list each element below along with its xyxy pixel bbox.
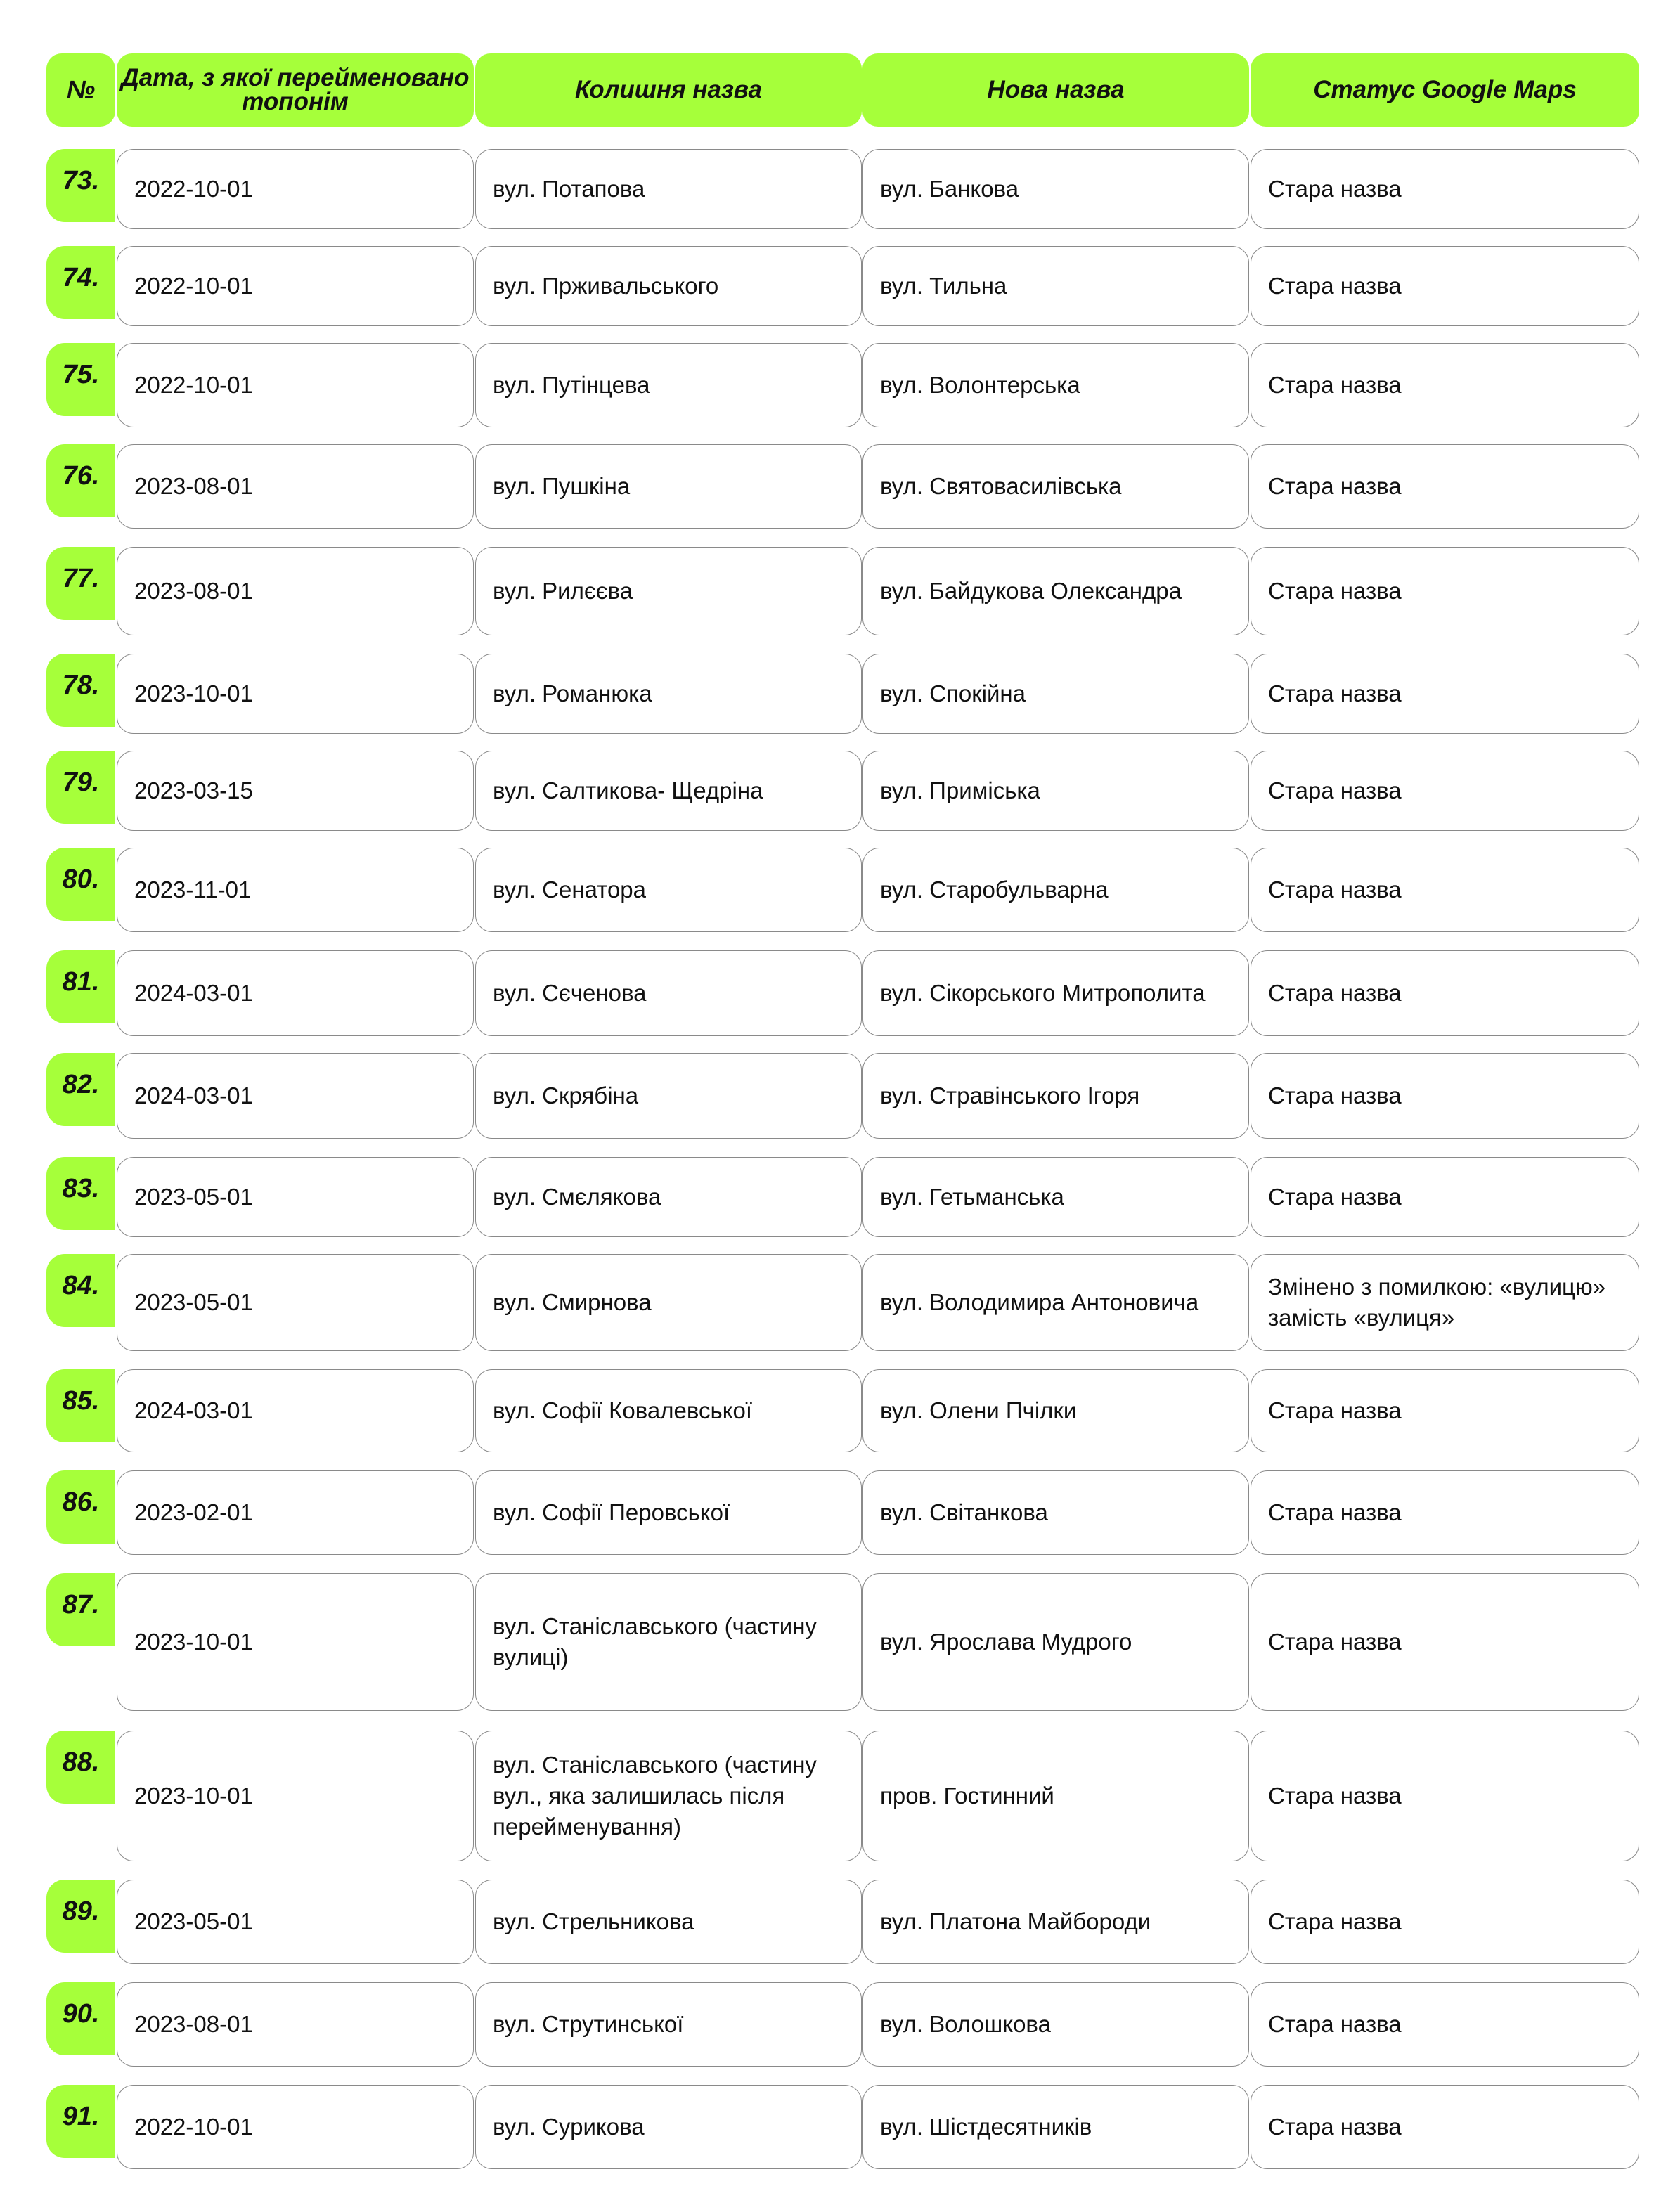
- row-old-name: вул. Станіславського (частину вул., яка залишилась після перейменування): [475, 1731, 862, 1861]
- row-new-name: вул. Ярослава Мудрого: [862, 1573, 1249, 1711]
- table-row: [46, 848, 1639, 932]
- row-old-name: вул. Сєченова: [475, 950, 862, 1036]
- row-new-name: вул. Святовасилівська: [862, 444, 1249, 529]
- row-new-name: вул. Платона Майбороди: [862, 1880, 1249, 1964]
- row-status: Стара назва: [1251, 1369, 1639, 1452]
- row-number: 89.: [46, 1880, 115, 1953]
- row-number: 90.: [46, 1982, 115, 2055]
- row-new-name: вул. Світанкова: [862, 1470, 1249, 1555]
- row-old-name: вул. Станіславського (частину вулиці): [475, 1573, 862, 1711]
- table-row: [46, 343, 1639, 427]
- row-status: Стара назва: [1251, 848, 1639, 932]
- row-old-name: вул. Софії Перовської: [475, 1470, 862, 1555]
- row-old-name: вул. Сенатора: [475, 848, 862, 932]
- row-new-name: вул. Шістдесятників: [862, 2085, 1249, 2169]
- table-row: [46, 1157, 1639, 1237]
- renamed-streets-table: [46, 53, 1639, 2140]
- row-old-name: вул. Путінцева: [475, 343, 862, 427]
- header-old-name: Колишня назва: [475, 53, 862, 127]
- table-row: [46, 1573, 1639, 1711]
- table-row: [46, 1731, 1639, 1861]
- table-row: [46, 246, 1639, 326]
- row-new-name: вул. Сікорського Митрополита: [862, 950, 1249, 1036]
- row-date: 2023-08-01: [117, 1982, 474, 2067]
- row-old-name: вул. Стрельникова: [475, 1880, 862, 1964]
- row-date: 2022-10-01: [117, 2085, 474, 2169]
- row-new-name: вул. Володимира Антоновича: [862, 1254, 1249, 1351]
- row-status: Стара назва: [1251, 547, 1639, 635]
- row-number: 88.: [46, 1731, 115, 1804]
- row-date: 2023-05-01: [117, 1880, 474, 1964]
- row-status: Стара назва: [1251, 1157, 1639, 1237]
- header-status: Статус Google Maps: [1251, 53, 1639, 127]
- table-row: [46, 1982, 1639, 2067]
- row-status: Стара назва: [1251, 1053, 1639, 1139]
- row-date: 2023-05-01: [117, 1157, 474, 1237]
- row-number: 91.: [46, 2085, 115, 2158]
- row-new-name: вул. Спокійна: [862, 654, 1249, 734]
- row-date: 2023-10-01: [117, 1573, 474, 1711]
- row-old-name: вул. Пушкіна: [475, 444, 862, 529]
- row-old-name: вул. Софії Ковалевської: [475, 1369, 862, 1452]
- row-old-name: вул. Сурикова: [475, 2085, 862, 2169]
- row-new-name: вул. Тильна: [862, 246, 1249, 326]
- row-new-name: вул. Байдукова Олександра: [862, 547, 1249, 635]
- row-date: 2022-10-01: [117, 149, 474, 229]
- table-row: [46, 1369, 1639, 1452]
- row-old-name: вул. Романюка: [475, 654, 862, 734]
- row-status: Стара назва: [1251, 246, 1639, 326]
- row-number: 75.: [46, 343, 115, 416]
- row-number: 77.: [46, 547, 115, 620]
- row-status: Стара назва: [1251, 1982, 1639, 2067]
- row-number: 80.: [46, 848, 115, 921]
- table-row: [46, 1470, 1639, 1555]
- row-new-name: вул. Старобульварна: [862, 848, 1249, 932]
- row-number: 81.: [46, 950, 115, 1023]
- table-row: [46, 1053, 1639, 1139]
- table-row: [46, 751, 1639, 831]
- row-status: Стара назва: [1251, 343, 1639, 427]
- row-number: 87.: [46, 1573, 115, 1646]
- row-number: 79.: [46, 751, 115, 824]
- header-date: Дата, з якої перейменовано топонім: [117, 53, 474, 127]
- table-row: [46, 1880, 1639, 1964]
- table-row: [46, 654, 1639, 734]
- row-status: Стара назва: [1251, 654, 1639, 734]
- table-row: [46, 2085, 1639, 2169]
- table-header: [46, 53, 1639, 127]
- row-status: Стара назва: [1251, 751, 1639, 831]
- row-old-name: вул. Струтинської: [475, 1982, 862, 2067]
- row-date: 2022-10-01: [117, 246, 474, 326]
- row-new-name: вул. Гетьманська: [862, 1157, 1249, 1237]
- row-status: Стара назва: [1251, 950, 1639, 1036]
- table-row: [46, 1254, 1639, 1351]
- row-status: Стара назва: [1251, 149, 1639, 229]
- row-date: 2023-08-01: [117, 444, 474, 529]
- table-row: [46, 547, 1639, 635]
- row-new-name: пров. Гостинний: [862, 1731, 1249, 1861]
- row-date: 2023-11-01: [117, 848, 474, 932]
- header-new-name: Нова назва: [862, 53, 1249, 127]
- table-row: [46, 950, 1639, 1036]
- row-number: 73.: [46, 149, 115, 222]
- row-new-name: вул. Волонтерська: [862, 343, 1249, 427]
- row-status: Стара назва: [1251, 444, 1639, 529]
- row-new-name: вул. Стравінського Ігоря: [862, 1053, 1249, 1139]
- row-old-name: вул. Прживальського: [475, 246, 862, 326]
- row-date: 2023-05-01: [117, 1254, 474, 1351]
- row-status: Стара назва: [1251, 1731, 1639, 1861]
- row-new-name: вул. Олени Пчілки: [862, 1369, 1249, 1452]
- header-num: №: [46, 53, 115, 127]
- row-date: 2024-03-01: [117, 1053, 474, 1139]
- row-date: 2023-08-01: [117, 547, 474, 635]
- row-old-name: вул. Рилєєва: [475, 547, 862, 635]
- row-date: 2023-10-01: [117, 654, 474, 734]
- row-new-name: вул. Банкова: [862, 149, 1249, 229]
- row-new-name: вул. Приміська: [862, 751, 1249, 831]
- row-status: Стара назва: [1251, 1573, 1639, 1711]
- row-status: Змінено з помилкою: «вулицю» замість «вулиця»: [1251, 1254, 1639, 1351]
- row-date: 2022-10-01: [117, 343, 474, 427]
- row-status: Стара назва: [1251, 1470, 1639, 1555]
- row-status: Стара назва: [1251, 2085, 1639, 2169]
- table-row: [46, 444, 1639, 529]
- row-old-name: вул. Потапова: [475, 149, 862, 229]
- row-number: 85.: [46, 1369, 115, 1442]
- row-old-name: вул. Смєлякова: [475, 1157, 862, 1237]
- row-date: 2024-03-01: [117, 1369, 474, 1452]
- row-old-name: вул. Салтикова- Щедріна: [475, 751, 862, 831]
- row-number: 74.: [46, 246, 115, 319]
- table-row: [46, 149, 1639, 229]
- row-date: 2023-10-01: [117, 1731, 474, 1861]
- row-number: 82.: [46, 1053, 115, 1126]
- row-new-name: вул. Волошкова: [862, 1982, 1249, 2067]
- row-date: 2024-03-01: [117, 950, 474, 1036]
- row-old-name: вул. Скрябіна: [475, 1053, 862, 1139]
- row-number: 78.: [46, 654, 115, 727]
- row-old-name: вул. Смирнова: [475, 1254, 862, 1351]
- row-number: 86.: [46, 1470, 115, 1544]
- row-number: 76.: [46, 444, 115, 517]
- row-number: 83.: [46, 1157, 115, 1230]
- row-date: 2023-03-15: [117, 751, 474, 831]
- row-number: 84.: [46, 1254, 115, 1327]
- row-date: 2023-02-01: [117, 1470, 474, 1555]
- row-status: Стара назва: [1251, 1880, 1639, 1964]
